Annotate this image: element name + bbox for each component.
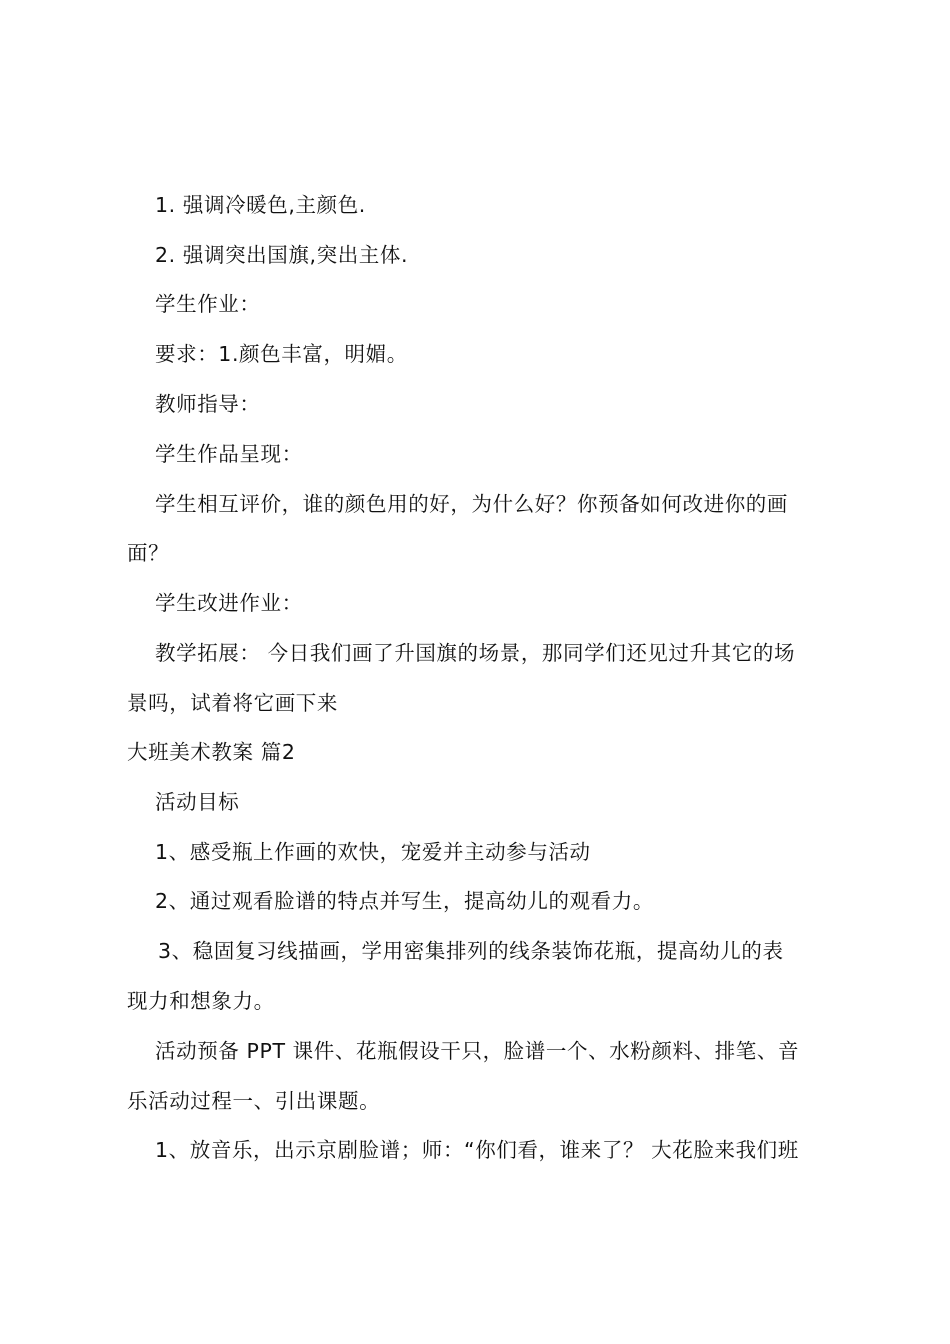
goal-item-2: 2、通过观看脸谱的特点并写生，提高幼儿的观看力。 bbox=[155, 889, 654, 913]
student-improve-label: 学生改进作业： bbox=[155, 591, 303, 615]
preparation-paragraph-line-1: 活动预备 PPT 课件、花瓶假设干只，脸谱一个、水粉颜料、排笔、音 bbox=[155, 1039, 800, 1063]
preparation-paragraph-line-2: 乐活动过程一、引出课题。 bbox=[127, 1089, 381, 1113]
process-item-1: 1、放音乐，出示京剧脸谱；师：“你们看，谁来了？ 大花脸来我们班 bbox=[155, 1138, 799, 1162]
teacher-guidance-label: 教师指导： bbox=[155, 392, 261, 416]
activity-goal-heading: 活动目标 bbox=[155, 790, 240, 814]
student-work-label: 学生作业： bbox=[155, 292, 261, 316]
peer-review-paragraph-line-1: 学生相互评价，谁的颜色用的好，为什么好？你预备如何改进你的画 bbox=[155, 492, 788, 516]
list-item-1: 1. 强调冷暖色,主颜色. bbox=[155, 193, 366, 217]
goal-item-3-line-1: 3、稳固复习线描画，学用密集排列的线条装饰花瓶，提高幼儿的表 bbox=[158, 939, 784, 963]
student-presentation-label: 学生作品呈现： bbox=[155, 442, 303, 466]
peer-review-paragraph-line-2: 面？ bbox=[127, 541, 170, 565]
list-item-2: 2. 强调突出国旗,突出主体. bbox=[155, 243, 409, 267]
goal-item-3-line-2: 现力和想象力。 bbox=[127, 989, 275, 1013]
extension-paragraph-line-2: 景吗，试着将它画下来 bbox=[127, 691, 338, 715]
extension-paragraph-line-1: 教学拓展： 今日我们画了升国旗的场景，那同学们还见过升其它的场 bbox=[155, 641, 796, 665]
requirement-line: 要求：1.颜色丰富，明媚。 bbox=[155, 342, 408, 366]
section-heading: 大班美术教案 篇2 bbox=[127, 740, 296, 764]
goal-item-1: 1、感受瓶上作画的欢快，宠爱并主动参与活动 bbox=[155, 840, 591, 864]
